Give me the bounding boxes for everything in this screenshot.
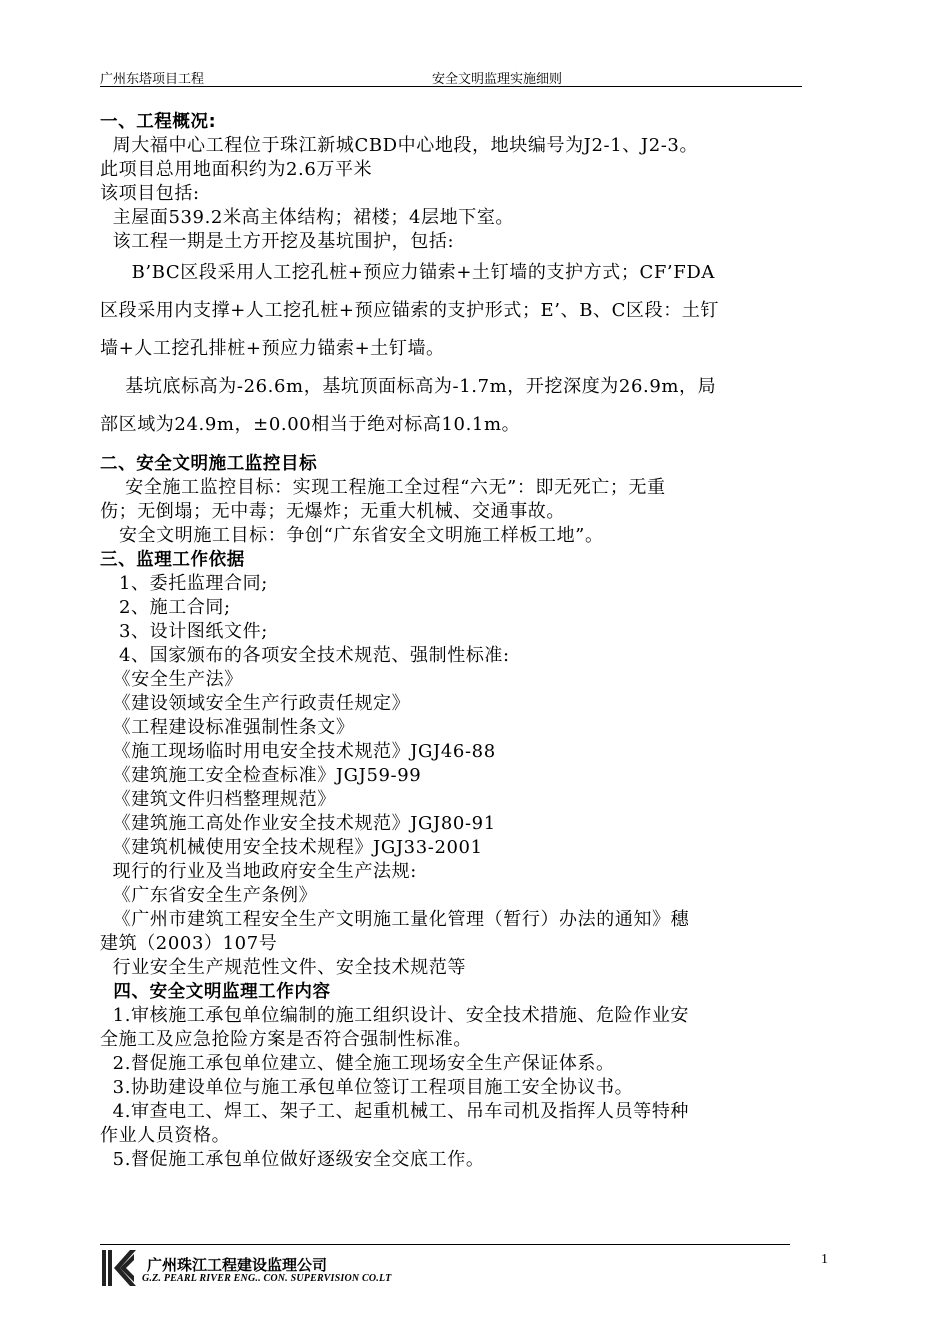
regulation-item: 《建筑文件归档整理规范》 xyxy=(100,789,336,810)
paragraph-line: 此项目总用地面积约为2.6万平米 xyxy=(100,159,373,180)
regulation-item: 《广东省安全生产条例》 xyxy=(100,885,318,906)
list-item: 1.审核施工承包单位编制的施工组织设计、安全技术措施、危险作业安 xyxy=(100,1005,690,1026)
header-project-name: 广州东塔项目工程 xyxy=(100,72,205,87)
list-item: 1、委托监理合同; xyxy=(100,573,268,594)
regulation-item: 《广州市建筑工程安全生产文明施工量化管理（暂行）办法的通知》穗 xyxy=(100,909,690,930)
section-heading-4: 四、安全文明监理工作内容 xyxy=(100,982,331,1002)
footer-company-name: 广州珠江工程建设监理公司 xyxy=(147,1256,328,1274)
paragraph-line: 该项目包括: xyxy=(100,183,200,204)
footer-company-name-en: G.Z. PEARL RIVER ENG.. CON. SUPERVISION CO.LT xyxy=(142,1273,392,1284)
list-item: 4、国家颁布的各项安全技术规范、强制性标准: xyxy=(100,645,510,666)
document-body xyxy=(100,110,830,1172)
paragraph-line: 全施工及应急抢险方案是否符合强制性标准。 xyxy=(100,1029,472,1050)
paragraph-line: 行业安全生产规范性文件、安全技术规范等 xyxy=(100,957,467,978)
paragraph-line: 作业人员资格。 xyxy=(100,1125,231,1146)
paragraph-line: 基坑底标高为-26.6m，基坑顶面标高为-1.7m，开挖深度为26.9m，局 xyxy=(100,376,717,397)
paragraph-line: 主屋面539.2米高主体结构；裙楼；4层地下室。 xyxy=(100,207,515,228)
paragraph-line: 墙+人工挖孔排桩+预应力锚索+土钉墙。 xyxy=(100,338,445,359)
page-header xyxy=(100,62,802,87)
paragraph-line: 安全施工监控目标：实现工程施工全过程“六无”：即无死亡；无重 xyxy=(100,477,666,498)
paragraph-line: 安全文明施工目标：争创“广东省安全文明施工样板工地”。 xyxy=(100,525,604,546)
list-item: 3、设计图纸文件; xyxy=(100,621,268,642)
regulation-item: 《安全生产法》 xyxy=(100,669,243,690)
regulation-item: 《建筑机械使用安全技术规程》JGJ33-2001 xyxy=(100,837,483,858)
paragraph-line: 建筑（2003）107号 xyxy=(100,933,278,954)
list-item: 2、施工合同; xyxy=(100,597,231,618)
section-heading-3: 三、监理工作依据 xyxy=(100,550,245,570)
section-heading-2: 二、安全文明施工监控目标 xyxy=(100,454,318,474)
regulation-item: 《工程建设标准强制性条文》 xyxy=(100,717,355,738)
paragraph-line: 周大福中心工程位于珠江新城CBD中心地段，地块编号为J2-1、J2-3。 xyxy=(100,135,699,156)
paragraph-line: 伤；无倒塌；无中毒；无爆炸；无重大机械、交通事故。 xyxy=(100,501,565,522)
regulation-item: 《建设领域安全生产行政责任规定》 xyxy=(100,693,411,714)
paragraph-line: B’BC区段采用人工挖孔桩+预应力锚索+土钉墙的支护方式；CF’FDA xyxy=(100,262,715,283)
paragraph-line: 该工程一期是土方开挖及基坑围护，包括: xyxy=(100,231,455,252)
regulation-item: 《施工现场临时用电安全技术规范》JGJ46-88 xyxy=(100,741,496,762)
section-heading-1: 一、工程概况: xyxy=(100,112,217,132)
paragraph-line: 区段采用内支撑+人工挖孔桩+预应锚索的支护形式；E’、B、C区段：土钉 xyxy=(100,300,720,321)
header-document-title: 安全文明监理实施细则 xyxy=(432,72,563,87)
paragraph-line: 部区域为24.9m，±0.00相当于绝对标高10.1m。 xyxy=(100,414,521,435)
list-item: 2.督促施工承包单位建立、健全施工现场安全生产保证体系。 xyxy=(100,1053,615,1074)
regulation-item: 《建筑施工高处作业安全技术规范》JGJ80-91 xyxy=(100,813,496,834)
company-logo-icon xyxy=(100,1248,140,1288)
paragraph-line: 现行的行业及当地政府安全生产法规: xyxy=(100,861,417,882)
list-item: 3.协助建设单位与施工承包单位签订工程项目施工安全协议书。 xyxy=(100,1077,634,1098)
list-item: 4.审查电工、焊工、架子工、起重机械工、吊车司机及指挥人员等特种 xyxy=(100,1101,690,1122)
footer-divider xyxy=(100,1244,790,1245)
regulation-item: 《建筑施工安全检查标准》JGJ59-99 xyxy=(100,765,422,786)
list-item: 5.督促施工承包单位做好逐级安全交底工作。 xyxy=(100,1149,485,1170)
page-number: 1 xyxy=(821,1252,828,1267)
